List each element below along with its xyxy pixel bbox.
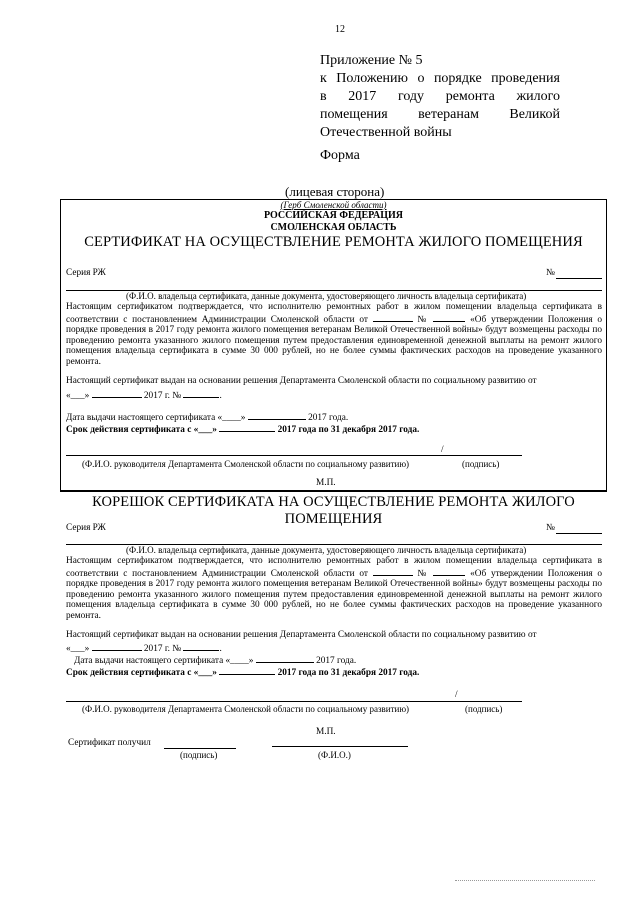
stub-date-day: «___» bbox=[66, 644, 90, 654]
stub-issue-date bbox=[74, 654, 356, 666]
stub-validity-end: 2017 года по 31 декабря 2017 года. bbox=[277, 668, 420, 678]
issue-date-label: Дата выдачи настоящего сертификата «____» bbox=[66, 413, 246, 423]
appendix-word: проведения bbox=[491, 71, 560, 86]
appendix-word: порядке bbox=[433, 71, 482, 86]
blank bbox=[373, 313, 413, 322]
paragraph-part-2: «Об утверждении Положения о порядке проведения в 2017 году ремонта жилого помещения ветеранам Великой Отечественной войны» будут возмещены расходы по проведению ремонта указанного жилого помещения путем предоставления единовременной денежной выплаты на ремонт жилого помещения владельца сертификата в сумме 30 000 рублей, но не более суммы фактических расходов на проведение указанного ремонта. bbox=[66, 314, 603, 367]
appendix-word: к bbox=[320, 71, 327, 86]
validity-start: Срок действия сертификата с «___» bbox=[66, 425, 217, 435]
appendix-word: ремонта bbox=[445, 89, 495, 104]
stub-validity-start: Срок действия сертификата с «___» bbox=[66, 668, 217, 678]
stub-owner-caption: (Ф.И.О. владельца сертификата, данные документа, удостоверяющего личность владельца сертификата) bbox=[126, 545, 527, 555]
stub-number-blank bbox=[556, 533, 602, 534]
appendix-word: 2017 bbox=[348, 89, 377, 104]
received-name-line bbox=[272, 746, 408, 747]
form-label: Форма bbox=[320, 148, 360, 163]
appendix-line-4: Отечественной войны bbox=[320, 125, 452, 140]
received-label: Сертификат получил bbox=[68, 738, 151, 748]
emblem-caption: (Герб Смоленской области) bbox=[280, 200, 387, 210]
appendix-line-1 bbox=[320, 70, 560, 88]
blank bbox=[373, 567, 413, 576]
received-signature-caption: (подпись) bbox=[180, 750, 218, 760]
appendix-word: ветеранам bbox=[418, 107, 479, 122]
stub-stamp-label: М.П. bbox=[316, 727, 336, 737]
scan-artifact-line bbox=[455, 880, 595, 881]
series-label: Серия РЖ bbox=[66, 268, 106, 278]
stub-signature-caption: (подпись) bbox=[465, 704, 503, 714]
blank bbox=[433, 313, 465, 322]
stamp-label: М.П. bbox=[316, 478, 336, 488]
stub-title: КОРЕШОК СЕРТИФИКАТА НА ОСУЩЕСТВЛЕНИЕ РЕМОНТА ЖИЛОГО ПОМЕЩЕНИЯ bbox=[92, 494, 575, 527]
stub-paragraph-part-2: «Об утверждении Положения о порядке проведения в 2017 году ремонта жилого помещения ветеранам Великой Отечественной войны» будут возмещены расходы по проведению ремонта указанного жилого помещения путем предоставления единовременной денежной выплаты на ремонт жилого помещения владельца сертификата в сумме 30 000 рублей, но не более суммы фактических расходов на проведение указанного ремонта. bbox=[66, 568, 603, 621]
blank bbox=[256, 654, 314, 663]
head-signature-line bbox=[66, 455, 522, 456]
issue-date-year: 2017 года. bbox=[308, 413, 349, 423]
number-label: № bbox=[546, 268, 555, 278]
validity-end: 2017 года по 31 декабря 2017 года. bbox=[277, 425, 420, 435]
appendix-word: помещения bbox=[320, 107, 388, 122]
appendix-title: Приложение № 5 bbox=[320, 53, 423, 68]
date-year-number: 2017 г. № bbox=[143, 391, 182, 401]
country-heading: РОССИЙСКАЯ ФЕДЕРАЦИЯ bbox=[263, 210, 403, 221]
stub-slash: / bbox=[455, 690, 458, 700]
blank bbox=[92, 642, 142, 651]
appendix-word: в bbox=[320, 89, 327, 104]
certificate-title: СЕРТИФИКАТ НА ОСУЩЕСТВЛЕНИЕ РЕМОНТА ЖИЛОГО ПОМЕЩЕНИЯ bbox=[84, 234, 583, 250]
stub-validity bbox=[66, 666, 419, 678]
appendix-line-2 bbox=[320, 88, 560, 106]
stub-issue-date-label: Дата выдачи настоящего сертификата «____» bbox=[74, 656, 254, 666]
head-caption: (Ф.И.О. руководителя Департамента Смоленской области по социальному развитию) bbox=[82, 459, 410, 469]
issue-date bbox=[66, 411, 348, 423]
stub-number-label: № bbox=[546, 523, 555, 533]
stub-paragraph: Настоящим сертификатом подтверждается, что исполнителю ремонтных работ в жилом помещении владельца сертификата в соответствии с постановлением Администрации Смоленской области от № «Об утверждении Положения о порядке проведения в 2017 году ремонта жилого помещения ветеранам Великой Отечественной войны» будут возмещены расходы по проведению ремонта указанного жилого помещения путем предоставления единовременной денежной выплаты на ремонт жилого помещения владельца сертификата в сумме 30 000 рублей, но не более суммы фактических расходов на проведение указанного ремонта. bbox=[66, 556, 603, 621]
date-day: «___» bbox=[66, 391, 90, 401]
stub-paragraph-part-1: Настоящим сертификатом подтверждается, что исполнителю ремонтных работ в жилом помещении владельца сертификата в соответствии с постановлением Администрации Смоленской области от bbox=[66, 556, 602, 579]
received-name-caption: (Ф.И.О.) bbox=[318, 750, 351, 760]
region-heading: СМОЛЕНСКАЯ ОБЛАСТЬ bbox=[270, 222, 397, 233]
stub-head-caption: (Ф.И.О. руководителя Департамента Смоленской области по социальному развитию) bbox=[82, 704, 410, 714]
appendix-line-3 bbox=[320, 106, 560, 124]
certificate-paragraph: Настоящим сертификатом подтверждается, что исполнителю ремонтных работ в жилом помещении владельца сертификата в соответствии с постановлением Администрации Смоленской области от № «Об утверждении Положения о порядке проведения в 2017 году ремонта жилого помещения ветеранам Великой Отечественной войны» будут возмещены расходы по проведению ремонта указанного жилого помещения путем предоставления единовременной денежной выплаты на ремонт жилого помещения владельца сертификата в сумме 30 000 рублей, но не более суммы фактических расходов на проведение указанного ремонта. bbox=[66, 302, 603, 367]
appendix-word: о bbox=[417, 71, 425, 86]
basis-date-line: «___» 2017 г. № . bbox=[66, 391, 222, 401]
front-side-label: (лицевая сторона) bbox=[285, 184, 385, 199]
owner-caption: (Ф.И.О. владельца сертификата, данные документа, удостоверяющего личность владельца сертификата) bbox=[126, 291, 527, 301]
stub-date-year-number: 2017 г. № bbox=[143, 644, 182, 654]
blank bbox=[248, 411, 306, 420]
stub-head-signature-line bbox=[66, 701, 522, 702]
stub-basis-paragraph bbox=[66, 630, 602, 641]
basis-paragraph bbox=[66, 376, 602, 387]
stub-divider bbox=[60, 491, 607, 492]
stub-issue-date-year: 2017 года. bbox=[316, 656, 357, 666]
blank bbox=[433, 567, 465, 576]
appendix-word: Положению bbox=[336, 71, 408, 86]
blank bbox=[92, 389, 142, 398]
number-blank bbox=[556, 278, 602, 279]
appendix-word: году bbox=[397, 89, 425, 104]
signature-caption: (подпись) bbox=[462, 459, 500, 469]
blank bbox=[219, 423, 275, 432]
received-signature-line bbox=[164, 748, 236, 749]
page-number: 12 bbox=[335, 24, 345, 35]
basis-text: Настоящий сертификат выдан на основании решения Департамента Смоленской области по социальному развитию от bbox=[66, 376, 537, 386]
appendix-word: жилого bbox=[516, 89, 560, 104]
slash: / bbox=[441, 445, 444, 455]
blank bbox=[183, 389, 219, 398]
blank bbox=[219, 666, 275, 675]
stub-basis-text: Настоящий сертификат выдан на основании решения Департамента Смоленской области по социальному развитию от bbox=[66, 630, 537, 640]
stub-basis-date-line: «___» 2017 г. № . bbox=[66, 644, 222, 654]
blank bbox=[183, 642, 219, 651]
validity bbox=[66, 423, 419, 435]
stub-series-label: Серия РЖ bbox=[66, 523, 106, 533]
appendix-word: Великой bbox=[509, 107, 560, 122]
paragraph-part-1: Настоящим сертификатом подтверждается, что исполнителю ремонтных работ в жилом помещении владельца сертификата в соответствии с постановлением Администрации Смоленской области от bbox=[66, 302, 602, 325]
